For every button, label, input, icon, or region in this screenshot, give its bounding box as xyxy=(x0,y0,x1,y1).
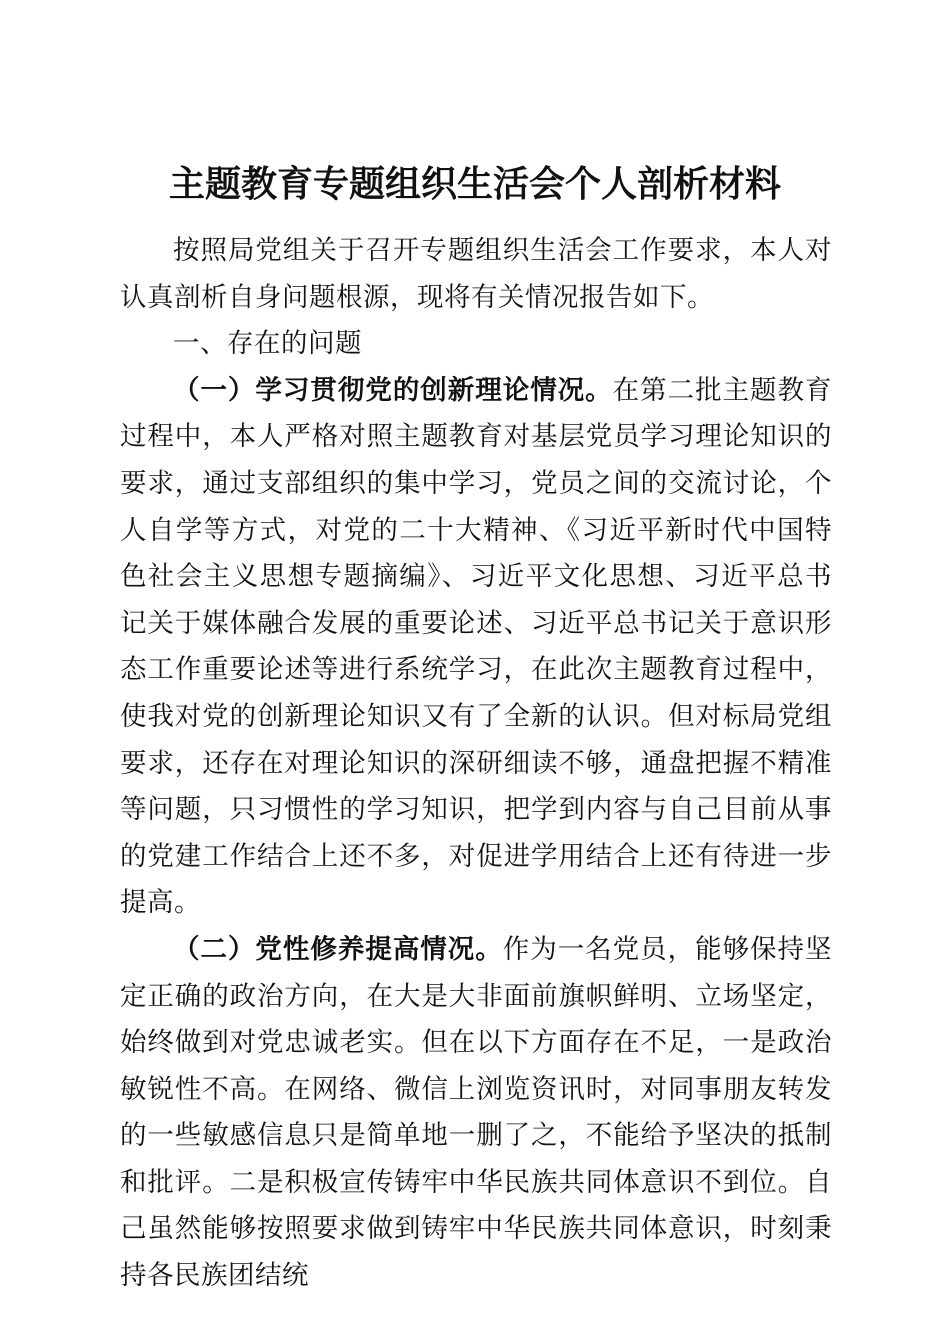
paragraph-party-spirit xyxy=(120,927,832,1300)
paragraph-theory-study xyxy=(120,368,832,927)
subheading-theory-study: （一）学习贯彻党的创新理论情况。 xyxy=(173,374,613,406)
paragraph-party-spirit-text: 作为一名党员，能够保持坚定正确的政治方向，在大是大非面前旗帜鲜明、立场坚定，始终做到对党忠诚老实。但在以下方面存在不足，一是政治敏锐性不高。在网络、微信上浏览资讯时，对同事朋友转发的一些敏感信息只是简单地一删了之，不能给予坚决的抵制和批评。二是积极宣传铸牢中华民族共同体意识不到位。自己虽然能够按照要求做到铸牢中华民族共同体意识，时刻秉持各民族团结统 xyxy=(120,933,833,1292)
section-heading-problems: 一、存在的问题 xyxy=(173,328,362,360)
intro-paragraph: 按照局党组关于召开专题组织生活会工作要求，本人对认真剖析自身问题根源，现将有关情况报告如下。 xyxy=(120,235,832,313)
document-body xyxy=(120,228,832,1300)
document-title: 主题教育专题组织生活会个人剖析材料 xyxy=(168,163,781,206)
subheading-party-spirit: （二）党性修养提高情况。 xyxy=(173,933,503,965)
paragraph-theory-study-text: 在第二批主题教育过程中，本人严格对照主题教育对基层党员学习理论知识的要求，通过支部组织的集中学习，党员之间的交流讨论，个人自学等方式，对党的二十大精神、《习近平新时代中国特色社会主义思想专题摘编》、习近平文化思想、习近平总书记关于媒体融合发展的重要论述、习近平总书记关于意识形态工作重要论述等进行系统学习，在此次主题教育过程中，使我对党的创新理论知识又有了全新的认识。但对标局党组要求，还存在对理论知识的深研细读不够，通盘把握不精准等问题，只习惯性的学习知识，把学到内容与自己目前从事的党建工作结合上还不多，对促进学用结合上还有待进一步提高。 xyxy=(120,374,833,919)
